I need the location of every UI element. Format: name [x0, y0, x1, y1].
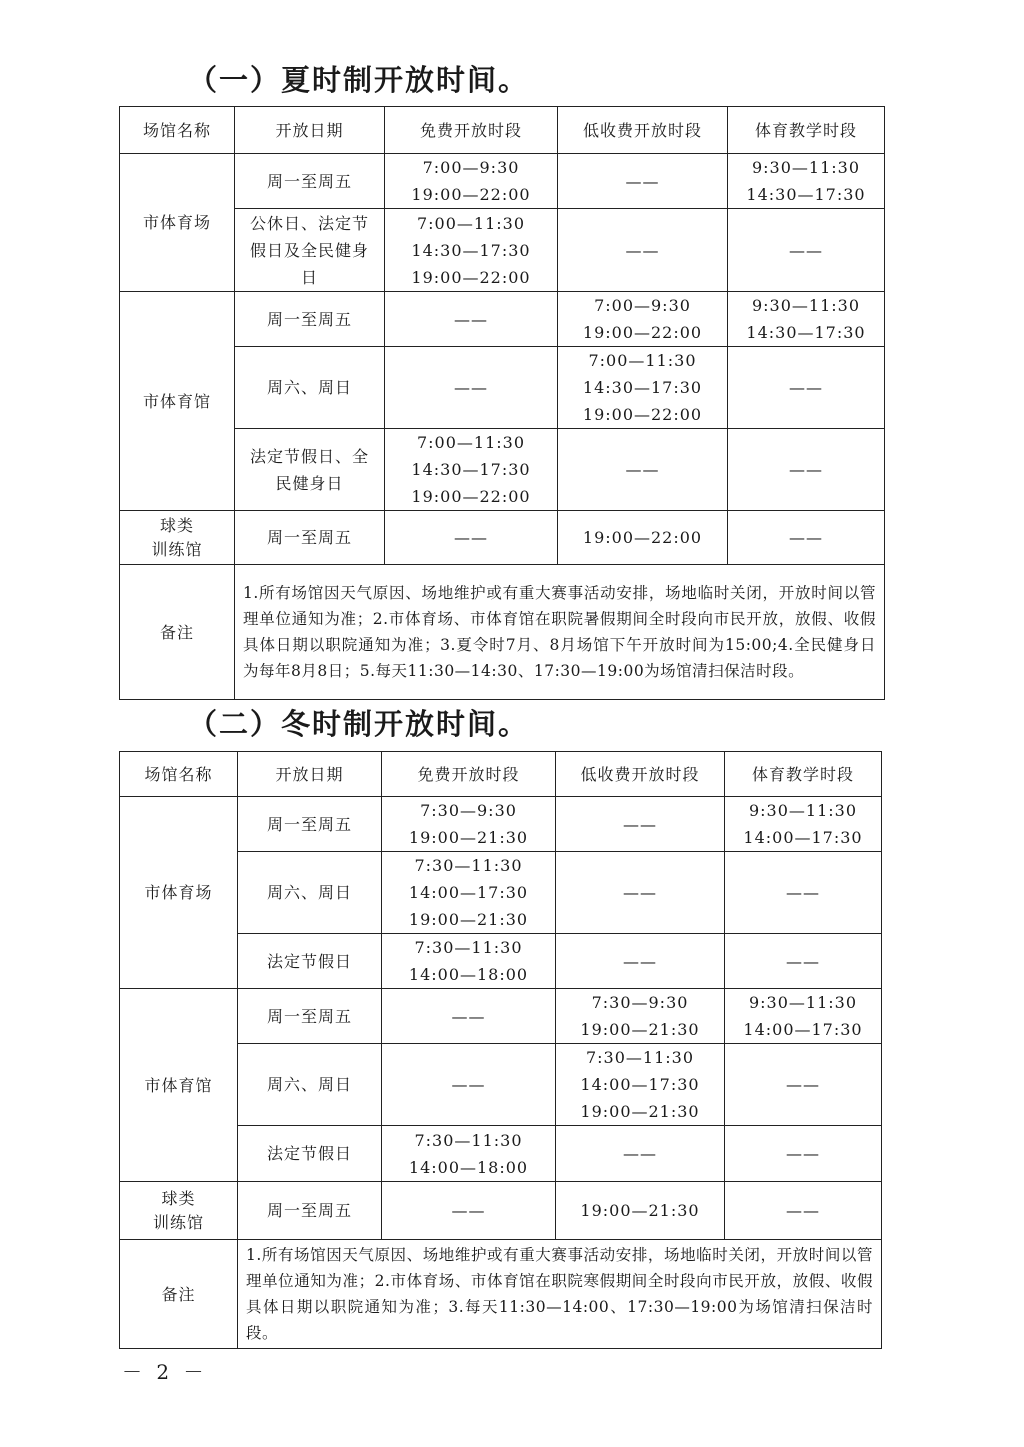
free-cell: 7:00—11:30 14:30—17:30 19:00—22:00	[385, 429, 558, 511]
header-low: 低收费开放时段	[556, 752, 725, 797]
teach-cell: 9:30—11:30 14:00—17:30	[725, 989, 882, 1044]
low-cell: ——	[556, 1126, 725, 1182]
low-cell: 7:00—11:30 14:30—17:30 19:00—22:00	[558, 347, 728, 429]
table-row	[120, 797, 882, 852]
header-teach: 体育教学时段	[728, 107, 885, 154]
venue-cell: 市体育馆	[120, 292, 235, 511]
winter-heading: （二）冬时制开放时间。	[188, 707, 530, 741]
free-cell: 7:30—9:30 19:00—21:30	[382, 797, 556, 852]
note-label: 备注	[120, 1240, 238, 1349]
table-row	[120, 429, 885, 511]
header-free: 免费开放时段	[385, 107, 558, 154]
free-cell: ——	[385, 347, 558, 429]
low-cell: 19:00—22:00	[558, 511, 728, 565]
free-cell: ——	[385, 292, 558, 347]
date-cell: 公休日、法定节 假日及全民健身 日	[235, 209, 385, 292]
summer-heading: （一）夏时制开放时间。	[188, 63, 530, 97]
free-cell: ——	[385, 511, 558, 565]
venue-cell: 市体育馆	[120, 989, 238, 1182]
table-row	[120, 209, 885, 292]
header-free: 免费开放时段	[382, 752, 556, 797]
date-cell: 周一至周五	[238, 1182, 382, 1240]
teach-cell: ——	[728, 209, 885, 292]
low-cell: ——	[558, 209, 728, 292]
table-row	[120, 989, 882, 1044]
date-cell: 法定节假日	[238, 1126, 382, 1182]
low-cell: ——	[558, 154, 728, 209]
free-cell: 7:00—11:30 14:30—17:30 19:00—22:00	[385, 209, 558, 292]
page-number: － 2 －	[122, 1360, 208, 1384]
summer-schedule-table	[119, 106, 885, 700]
free-cell: ——	[382, 1182, 556, 1240]
venue-cell: 市体育场	[120, 797, 238, 989]
teach-cell: ——	[728, 429, 885, 511]
date-cell: 周一至周五	[235, 511, 385, 565]
header-venue: 场馆名称	[120, 752, 238, 797]
date-cell: 法定节假日	[238, 934, 382, 989]
note-text: 1.所有场馆因天气原因、场地维护或有重大赛事活动安排，场地临时关闭，开放时间以管理单位通知为准；2.市体育场、市体育馆在职院寒假期间全时段向市民开放，放假、收假具体日期以职院通知为准；3.每天11:30—14:00、17:30—19:00为场馆清扫保洁时段。	[238, 1240, 882, 1349]
date-cell: 周六、周日	[235, 347, 385, 429]
venue-cell: 球类 训练馆	[120, 511, 235, 565]
table-row	[120, 347, 885, 429]
low-cell: 19:00—21:30	[556, 1182, 725, 1240]
note-text: 1.所有场馆因天气原因、场地维护或有重大赛事活动安排，场地临时关闭，开放时间以管理单位通知为准；2.市体育场、市体育馆在职院暑假期间全时段向市民开放，放假、收假具体日期以职院通知为准；3.夏令时7月、8月场馆下午开放时间为15:00;4.全民健身日为每年8月8日；5.每天11:30—14:30、17:30—19:00为场馆清扫保洁时段。	[235, 565, 885, 700]
teach-cell: ——	[728, 347, 885, 429]
low-cell: 7:30—9:30 19:00—21:30	[556, 989, 725, 1044]
low-cell: 7:00—9:30 19:00—22:00	[558, 292, 728, 347]
table-row	[120, 292, 885, 347]
teach-cell: 9:30—11:30 14:30—17:30	[728, 154, 885, 209]
teach-cell: 9:30—11:30 14:00—17:30	[725, 797, 882, 852]
header-date: 开放日期	[238, 752, 382, 797]
free-cell: 7:30—11:30 14:00—18:00	[382, 1126, 556, 1182]
low-cell: ——	[556, 934, 725, 989]
venue-cell: 球类 训练馆	[120, 1182, 238, 1240]
teach-cell: ——	[728, 511, 885, 565]
header-low: 低收费开放时段	[558, 107, 728, 154]
teach-cell: ——	[725, 1126, 882, 1182]
date-cell: 周一至周五	[238, 797, 382, 852]
teach-cell: 9:30—11:30 14:30—17:30	[728, 292, 885, 347]
header-venue: 场馆名称	[120, 107, 235, 154]
low-cell: ——	[558, 429, 728, 511]
teach-cell: ——	[725, 934, 882, 989]
table-row	[120, 1182, 882, 1240]
free-cell: ——	[382, 1044, 556, 1126]
low-cell: ——	[556, 852, 725, 934]
note-label: 备注	[120, 565, 235, 700]
table-header-row	[120, 107, 885, 154]
winter-schedule-table	[119, 751, 882, 1349]
free-cell: ——	[382, 989, 556, 1044]
teach-cell: ——	[725, 1044, 882, 1126]
free-cell: 7:30—11:30 14:00—17:30 19:00—21:30	[382, 852, 556, 934]
date-cell: 周一至周五	[235, 154, 385, 209]
date-cell: 法定节假日、全 民健身日	[235, 429, 385, 511]
free-cell: 7:30—11:30 14:00—18:00	[382, 934, 556, 989]
teach-cell: ——	[725, 852, 882, 934]
note-row	[120, 1240, 882, 1349]
date-cell: 周六、周日	[238, 852, 382, 934]
date-cell: 周一至周五	[238, 989, 382, 1044]
header-teach: 体育教学时段	[725, 752, 882, 797]
date-cell: 周一至周五	[235, 292, 385, 347]
venue-cell: 市体育场	[120, 154, 235, 292]
low-cell: 7:30—11:30 14:00—17:30 19:00—21:30	[556, 1044, 725, 1126]
table-header-row	[120, 752, 882, 797]
low-cell: ——	[556, 797, 725, 852]
teach-cell: ——	[725, 1182, 882, 1240]
date-cell: 周六、周日	[238, 1044, 382, 1126]
table-row	[120, 154, 885, 209]
table-row	[120, 511, 885, 565]
note-row	[120, 565, 885, 700]
free-cell: 7:00—9:30 19:00—22:00	[385, 154, 558, 209]
header-date: 开放日期	[235, 107, 385, 154]
